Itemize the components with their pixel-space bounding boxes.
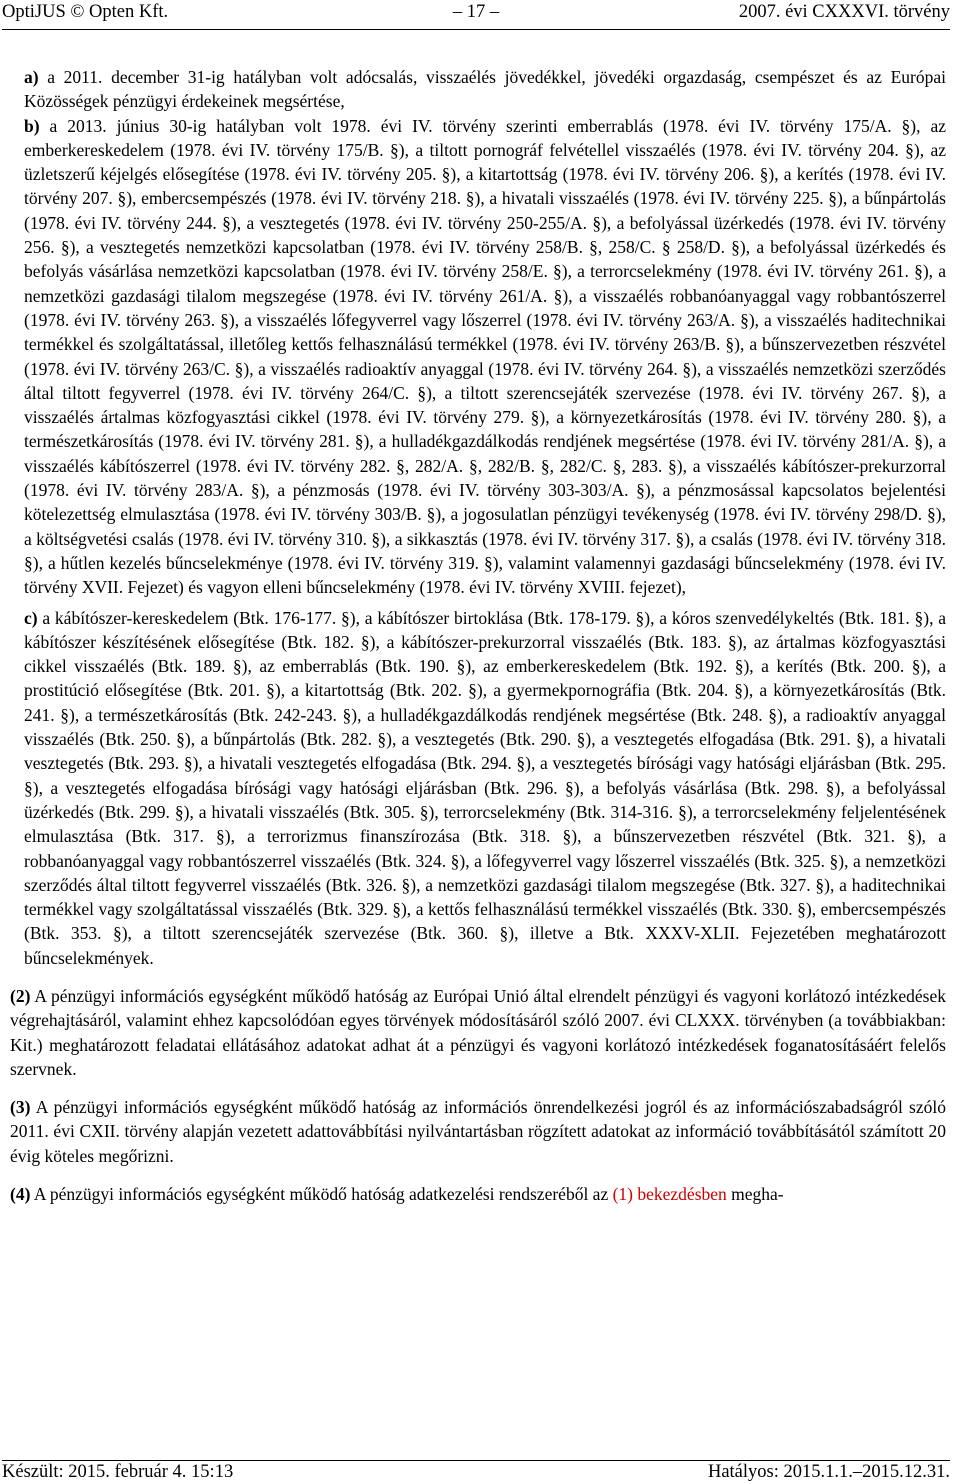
created-date: Készült: 2015. február 4. 15:13	[2, 1462, 234, 1482]
item-text: a kábítószer-kereskedelem (Btk. 176-177. §), a kábítószer birtoklása (Btk. 178-179. §), a kóros szenvedélykeltés (Btk. 181. §), a kábítószer készítésének elősegítése (Btk. 182. §), a kábítószer-prekurzorral visszaélés (Btk. 183. §), az ártalmas közfogyasztási cikkel visszaélés (Btk. 189. §), az emberrablás (Btk. 190. §), az emberkereskedelem (Btk. 192. §), a kerítés (Btk. 200. §), a prostitúció elősegítése (Btk. 201. §), a kitartottság (Btk. 202. §), a gyermekpornográfia (Btk. 204. §), a környezetkárosítás (Btk. 241. §), a természetkárosítás (Btk. 242-243. §), a hulladékgazdálkodás rendjének megsértése (Btk. 248. §), a radioaktív anyaggal visszaélés (Btk. 250. §), a bűnpártolás (Btk. 282. §), a vesztegetés (Btk. 290. §), a vesztegetés elfogadása (Btk. 291. §), a hivatali vesztegetés (Btk. 293. §), a hivatali vesztegetés elfogadása (Btk. 294. §), a vesztegetés bírósági vagy hatósági eljárásban (Btk. 295. §), a vesztegetés elfogadása bírósági vagy hatósági eljárásban (Btk. 296. §), a befolyás vásárlása (Btk. 298. §), a befolyással üzérkedés (Btk. 299. §), a hivatali visszaélés (Btk. 305. §), terrorcselekmény (Btk. 314-316. §), a terrorcselekmény feljelentésének elmulasztása (Btk. 317. §), a terrorizmus finanszírozása (Btk. 318. §), a bűnszervezetben részvétel (Btk. 321. §), a robbanóanyaggal vagy robbantószerrel visszaélés (Btk. 324. §), a lőfegyverrel vagy lőszerrel visszaélés (Btk. 325. §), a nemzetközi szerződés által tiltott fegyverrel visszaélés (Btk. 326. §), a nemzetközi gazdasági tilalom megszegése (Btk. 327. §), a haditechnikai termékkel vagy szolgáltatással visszaélés (Btk. 329. §), a kettős felhasználású termékkel visszaélés (Btk. 330. §), embercsempészés (Btk. 353. §), a tiltott szerencsejáték szervezése (Btk. 360. §), illetve a Btk. XXXV-XLII. Fejezetében meghatározott bűncselekmények.	[24, 607, 946, 968]
paragraph-text: A pénzügyi információs egységként működő hatóság az információs önrendelkezési jogról és az információszabadságról szóló 2011. évi CXII. törvény alapján vezetett adattovábbítási nyilvántartásban rögzített adatokat az információ továbbításától számított 20 évig köteles megőrizni.	[10, 1097, 946, 1166]
paragraph-text-end: megha-	[726, 1184, 784, 1205]
item-label: b)	[24, 115, 40, 136]
page-footer	[2, 1462, 950, 1484]
paragraph-4	[10, 1182, 946, 1206]
paragraph-number: (4)	[10, 1184, 31, 1205]
item-label: c)	[24, 607, 38, 628]
validity-period: Hatályos: 2015.1.1.–2015.12.31.	[707, 1462, 950, 1482]
publisher-label: OptiJUS © Opten Kft.	[2, 2, 169, 22]
item-text: a 2013. június 30-ig hatályban volt 1978. évi IV. törvény szerinti emberrablás (1978. évi IV. törvény 175/A. §), az emberkereskedelem (1978. évi IV. törvény 175/B. §), a tiltott pornográf felvétellel visszaélés (1978. évi IV. törvény 204. §), az üzletszerű kéjelgés elősegítése (1978. évi IV. törvény 205. §), a kitartottság (1978. évi IV. törvény 206. §), a kerítés (1978. évi IV. törvény 207. §), embercsempészés (1978. évi IV. törvény 218. §), a hivatali visszaélés (1978. évi IV. törvény 225. §), a bűnpártolás (1978. évi IV. törvény 244. §), a vesztegetés (1978. évi IV. törvény 250-255/A. §), a befolyással üzérkedés (1978. évi IV. törvény 256. §), a vesztegetés nemzetközi kapcsolatban (1978. évi IV. törvény 258/B. §, 258/C. § 258/D. §), a befolyással üzérkedés és befolyás vásárlása nemzetközi kapcsolatban (1978. évi IV. törvény 258/E. §), a terrorcselekmény (1978. évi IV. törvény 261. §), a nemzetközi gazdasági tilalom megszegése (1978. évi IV. törvény 261/A. §), a visszaélés robbanóanyaggal vagy robbantószerrel (1978. évi IV. törvény 263. §), a visszaélés lőfegyverrel vagy lőszerrel (1978. évi IV. törvény 263/A. §), a visszaélés haditechnikai termékkel és szolgáltatással, illetőleg kettős felhasználású termékkel (1978. évi IV. törvény 263/B. §), a bűnszervezetben részvétel (1978. évi IV. törvény 263/C. §), a visszaélés radioaktív anyaggal (1978. évi IV. törvény 264. §), a visszaélés nemzetközi szerződés által tiltott fegyverrel (1978. évi IV. törvény 264/C. §), a tiltott szerencsejáték szervezése (1978. évi IV. törvény 267. §), a visszaélés ártalmas közfogyasztási cikkel (1978. évi IV. törvény 279. §), a környezetkárosítás (1978. évi IV. törvény 280. §), a természetkárosítás (1978. évi IV. törvény 281. §), a hulladékgazdálkodás rendjének megsértése (1978. évi IV. törvény 281/A. §), a visszaélés kábítószerrel (1978. évi IV. törvény 282. §, 282/A. §, 282/B. §, 282/C. §, 283. §), a visszaélés kábítószer-prekurzorral (1978. évi IV. törvény 283/A. §), a pénzmosás (1978. évi IV. törvény 303-303/A. §), a pénzmosással kapcsolatos bejelentési kötelezettség elmulasztása (1978. évi IV. törvény 303/B. §), a jogosulatlan pénzügyi tevékenység (1978. évi IV. törvény 298/D. §), a költségvetési csalás (1978. évi IV. törvény 310. §), a sikkasztás (1978. évi IV. törvény 317. §), a csalás (1978. évi IV. törvény 318. §), a hűtlen kezelés bűncselekménye (1978. évi IV. törvény 319. §), valamint valamennyi gazdasági bűncselekmény (1978. évi IV. törvény XVII. Fejezet) és vagyon elleni bűncselekmény (1978. évi IV. törvény XVIII. fejezet),	[24, 115, 947, 598]
page-header	[2, 2, 950, 26]
header-divider	[2, 29, 950, 30]
list-item-a	[24, 65, 946, 114]
footer-divider	[2, 1460, 950, 1461]
law-title: 2007. évi CXXXVI. törvény	[738, 2, 950, 22]
paragraph-2	[10, 984, 946, 1081]
paragraph-3	[10, 1095, 946, 1168]
item-text: a 2011. december 31-ig hatályban volt adócsalás, visszaélés jövedékkel, jövedéki orgazdaság, csempészet és az Európai Közösségek pénzügyi érdekeinek megsértése,	[24, 67, 946, 112]
item-label: a)	[24, 67, 39, 87]
paragraph-text: A pénzügyi információs egységként működő hatóság az Európai Unió által elrendelt pénzügyi és vagyoni korlátozó intézkedések végrehajtásáról, valamint ehhez kapcsolódóan egyes törvények módosításáról szóló 2007. évi CLXXX. törvényben (a továbbiakban: Kit.) meghatározott feladatai ellátásához adatokat adhat át a pénzügyi és vagyoni korlátozó intézkedések foganatosításáért felelős szervnek.	[10, 985, 946, 1079]
page-number: – 17 –	[452, 2, 500, 22]
paragraph-number: (3)	[10, 1097, 31, 1118]
document-body	[10, 65, 947, 1206]
paragraph-text: A pénzügyi információs egységként működő hatóság adatkezelési rendszeréből az	[33, 1184, 613, 1205]
paragraph-number: (2)	[10, 985, 31, 1006]
list-item-c	[24, 606, 946, 970]
list-item-b	[24, 114, 946, 600]
paragraph-reference-link[interactable]: (1) bekezdésben	[612, 1184, 727, 1205]
